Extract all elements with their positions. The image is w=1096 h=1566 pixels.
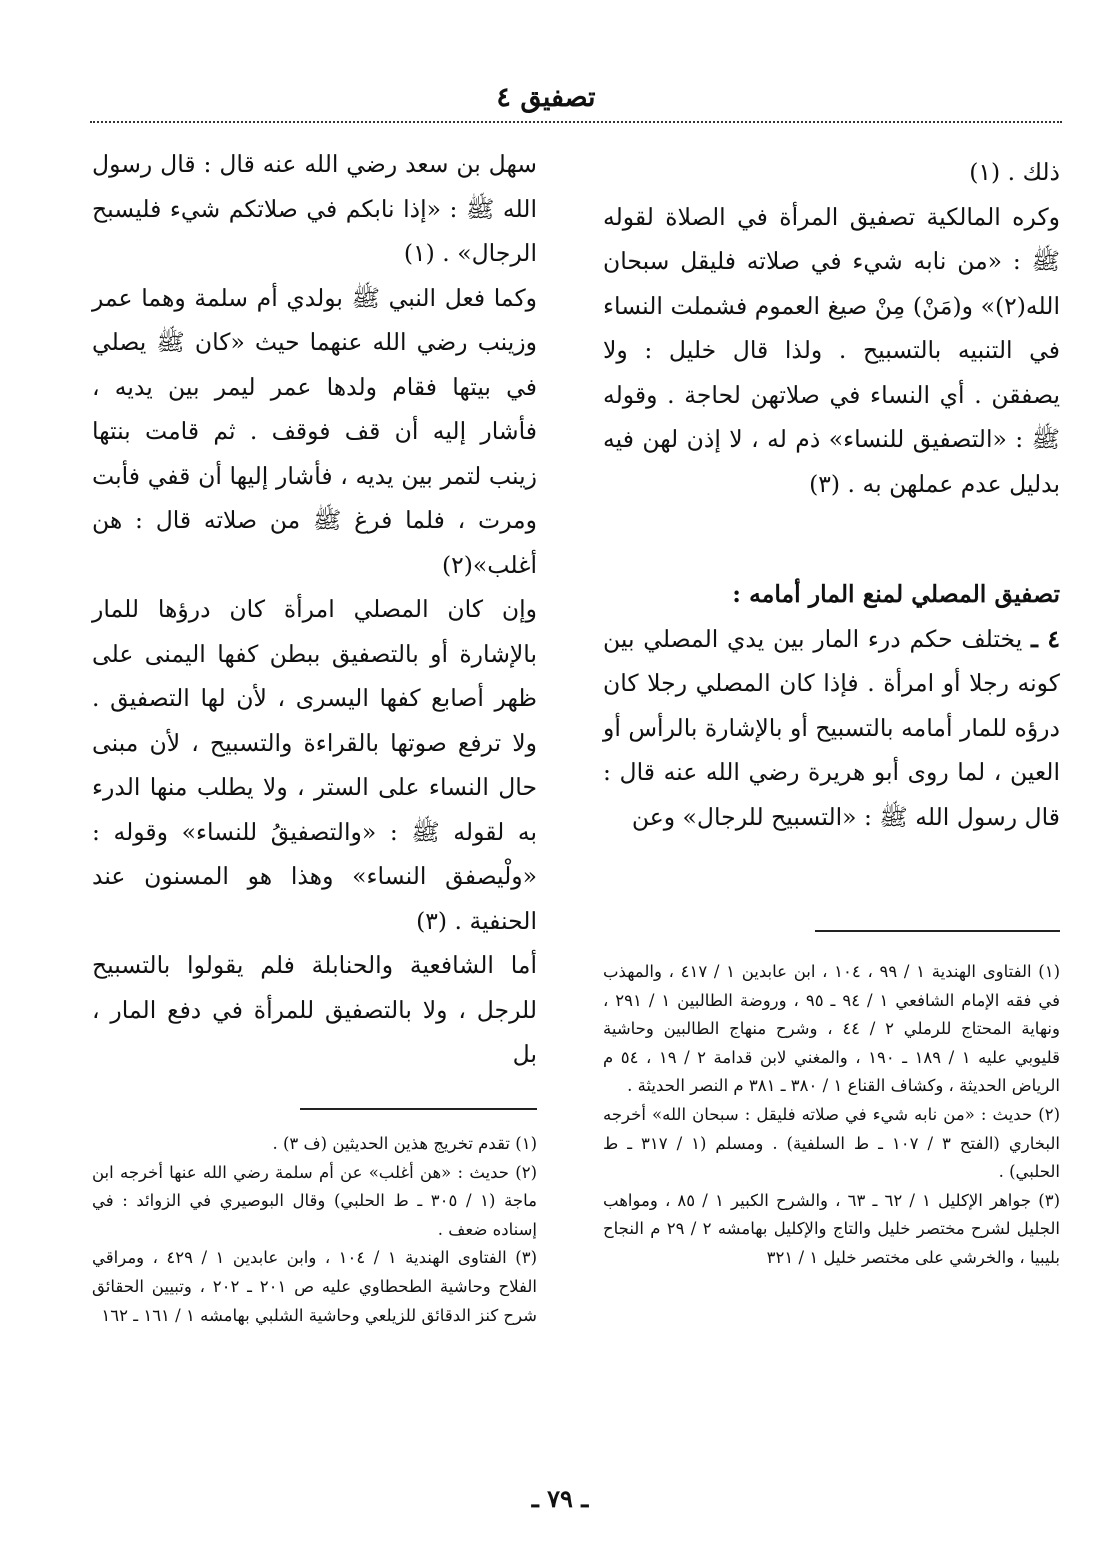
paragraph: وكما فعل النبي ﷺ بولدي أم سلمة وهما عمر وزينب رضي الله عنهما حيث «كان ﷺ يصلي في بيتها فقام ولدها عمر ليمر بين يديه ، فأشار إليه أن قف فوقف . ثم قامت بنتها زينب لتمر بين يديه ، فأشار إليها أن قفي فأبت ومرت ، فلما فرغ ﷺ من صلاته قال : هن أغلب»(٢): [92, 283, 537, 579]
footnote-divider: [815, 930, 1060, 932]
paragraph: ذلك . (١): [969, 158, 1060, 186]
header-divider: [90, 121, 1062, 123]
footnote: (١) الفتاوى الهندية ١ / ٩٩ ، ١٠٤ ، ابن عابدين ١ / ٤١٧ ، والمهذب في فقه الإمام الشافعي ١ / ٩٤ ـ ٩٥ ، وروضة الطالبين ١ / ٢٩١ ، ونهاية المحتاج للرملي ٢ / ٤٤ ، وشرح منهاج الطالبين وحاشية قليوبي عليه ١ / ١٨٩ ـ ١٩٠ ، والمغني لابن قدامة ٢ / ١٩ ، ٥٤ م الرياض الحديثة ، وكشاف القناع ١ / ٣٨٠ ـ ٣٨١ م النصر الحديثة .: [603, 962, 1060, 1096]
footnote-divider: [300, 1108, 537, 1110]
footnote: (٣) الفتاوى الهندية ١ / ١٠٤ ، وابن عابدين ١ / ٤٢٩ ، ومراقي الفلاح وحاشية الطحطاوي عليه ص ٢٠١ ـ ٢٠٢ ، وتبيين الحقائق شرح كنز الدقائق للزيلعي وحاشية الشلبي بهامشه ١ / ١٦١ ـ ١٦٢: [92, 1248, 537, 1325]
page-title: تصفيق ٤: [496, 82, 596, 113]
paragraph: أما الشافعية والحنابلة فلم يقولوا بالتسبيح للرجل ، ولا بالتصفيق للمرأة في دفع المار ، بل: [92, 951, 537, 1068]
footnote: (٢) حديث : «من نابه شيء في صلاته فليقل : سبحان الله» أخرجه البخاري (الفتح ٣ / ١٠٧ ـ ط السلفية) . ومسلم (١ / ٣١٧ ـ ط الحلبي) .: [603, 1104, 1060, 1182]
right-column: [603, 150, 1060, 839]
section-number: ٤ ـ: [1031, 624, 1060, 653]
paragraph: وكره المالكية تصفيق المرأة في الصلاة لقوله ﷺ : «من نابه شيء في صلاته فليقل سبحان الله(٢)» و(مَنْ) مِنْ صيغ العموم فشملت النساء في التنبيه بالتسبيح . ولذا قال خليل : ولا يصفقن . أي النساء في صلاتهن لحاجة . وقوله ﷺ : «التصفيق للنساء» ذم له ، لا إذن لهن فيه بدليل عدم عملهن به . (٣): [603, 202, 1060, 498]
section-heading: تصفيق المصلي لمنع المار أمامه :: [732, 580, 1060, 608]
left-column: [92, 142, 537, 1077]
paragraph: سهل بن سعد رضي الله عنه قال : قال رسول الله ﷺ : «إذا نابكم في صلاتكم شيء فليسبح الرجال» . (١): [92, 150, 537, 267]
footnote: (٣) جواهر الإكليل ١ / ٦٢ ـ ٦٣ ، والشرح الكبير ١ / ٨٥ ، ومواهب الجليل لشرح مختصر خليل والتاج والإكليل بهامشه ٢ / ٢٩ م النجاح بليبيا ، والخرشي على مختصر خليل ١ / ٣٢١: [603, 1190, 1060, 1267]
section-text: يختلف حكم درء المار بين يدي المصلي بين كونه رجلا أو امرأة . فإذا كان المصلي رجلا كان درؤه للمار أمامه بالتسبيح أو بالإشارة بالرأس أو العين ، لما روى أبو هريرة رضي الله عنه قال : قال رسول الله ﷺ : «التسبيح للرجال» وعن: [603, 624, 1060, 831]
footnotes-right: [603, 958, 1060, 1273]
paragraph: وإن كان المصلي امرأة كان درؤها للمار بالإشارة أو بالتصفيق ببطن كفها اليمنى على ظهر أصابع كفها اليسرى ، لأن لها التصفيق . ولا ترفع صوتها بالقراءة والتسبيح ، لأن مبنى حال النساء على الستر ، ولا يطلب منها الدرء به لقوله ﷺ : «والتصفيقُ للنساء» وقوله : «ولْيصفق النساء» وهذا هو المسنون عند الحنفية . (٣): [92, 595, 537, 935]
footnote: (١) تقدم تخريج هذين الحديثين (ف ٣) .: [272, 1134, 537, 1153]
footnotes-left: [92, 1130, 537, 1330]
footnote: (٢) حديث : «هن أغلب» عن أم سلمة رضي الله عنها أخرجه ابن ماجة (١ / ٣٠٥ ـ ط الحلبي) وقال البوصيري في الزوائد : في إسناده ضعف .: [92, 1162, 538, 1239]
page-number: ـ ٧٩ ـ: [531, 1484, 589, 1513]
section-paragraph: [603, 617, 1060, 840]
